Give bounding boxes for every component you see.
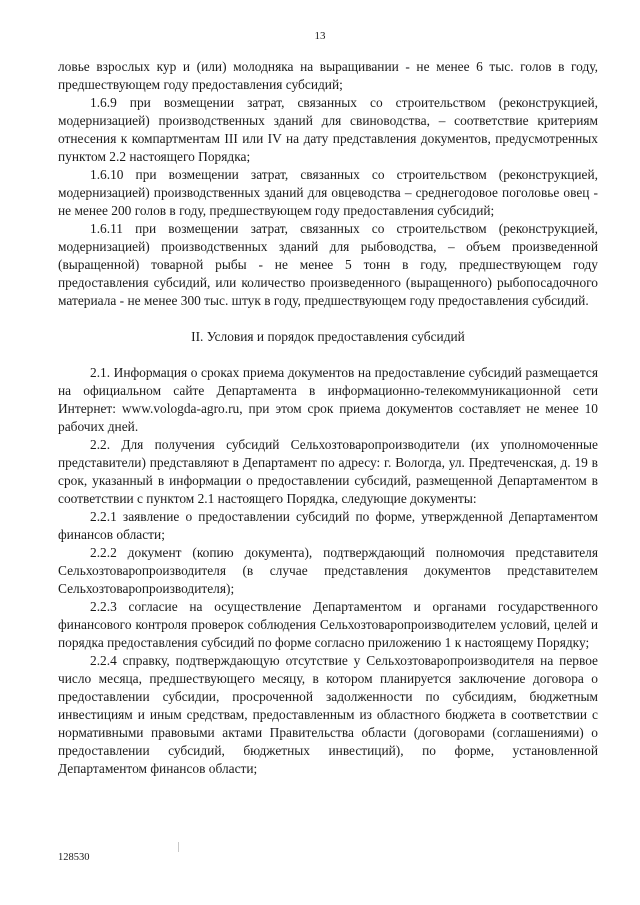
spacer [58,346,598,364]
paragraph-2-2: 2.2. Для получения субсидий Сельхозтоваропроизводители (их уполномоченные представители) представляют в Департамент по адресу: г. Вологда, ул. Предтеченская, д. 19 в срок, указанный в информации о предоставлении субсидий, размещенной Департаментом в соответствии с пунктом 2.1 настоящего Порядка, следующие документы: [58,437,598,506]
page-number: 13 [314,30,326,42]
paragraph-2-2-3: 2.2.3 согласие на осуществление Департаментом и органами государственного финансового контроля проверок соблюдения Сельхозтоваропроизводителем условий, целей и порядка предоставления субсидий по форме согласно приложению 1 к настоящему Порядку; [58,599,598,650]
paragraph-2-1: 2.1. Информация о сроках приема документов на предоставление субсидий размещается на официальном сайте Департамента в информационно-телекоммуникационной сети Интернет: www.vologda-agro.ru, при этом срок приема документов составляет не менее 10 рабочих дней. [58,365,598,434]
footer-document-code: 128530 [58,852,90,863]
paragraph-1-6-9: 1.6.9 при возмещении затрат, связанных со строительством (реконструкцией, модернизацией) производственных зданий для свиноводства, – соответствие критериям отнесения к компартментам III или IV на дату представления документов, предусмотренных пунктом 2.2 настоящего Порядка; [58,95,598,164]
section-heading: II. Условия и порядок предоставления субсидий [191,329,465,344]
paragraph-continuation: ловье взрослых кур и (или) молодняка на выращивании - не менее 6 тыс. голов в году, предшествующем году предоставления субсидий; [58,59,598,92]
spacer [58,310,598,328]
document-body [58,58,598,778]
paragraph-2-2-4: 2.2.4 справку, подтверждающую отсутствие у Сельхозтоваропроизводителя на первое число месяца, предшествующего месяцу, в котором планируется заключение договора о предоставлении субсидии, просроченной задолженности по субсидиям, бюджетным инвестициям и иным средствам, предоставленным из областного бюджета в соответствии с нормативными правовыми актами Правительства области (договорами (соглашениями) о предоставлении субсидий, бюджетных инвестиций), по форме, установленной Департаментом финансов области; [58,653,598,776]
paragraph-2-2-1: 2.2.1 заявление о предоставлении субсидий по форме, утвержденной Департаментом финансов области; [58,509,598,542]
paragraph-1-6-10: 1.6.10 при возмещении затрат, связанных со строительством (реконструкцией, модернизацией) производственных зданий для овцеводства – среднегодовое поголовье овец - не менее 200 голов в году, предшествующем году предоставления субсидий; [58,167,598,218]
paragraph-2-2-2: 2.2.2 документ (копию документа), подтверждающий полномочия представителя Сельхозтоваропроизводителя (в случае представления документов представителем Сельхозтоваропроизводителя); [58,545,598,596]
paragraph-1-6-11: 1.6.11 при возмещении затрат, связанных со строительством (реконструкцией, модернизацией) производственных зданий для рыбоводства, – объем произведенной (выращенной) товарной рыбы - не менее 5 тонн в году, предшествующем году предоставления субсидий, или количество произведенного (выращенного) рыбопосадочного материала - не менее 300 тыс. штук в году, предшествующем году предоставления субсидий. [58,221,598,308]
scan-artifact [178,842,179,852]
